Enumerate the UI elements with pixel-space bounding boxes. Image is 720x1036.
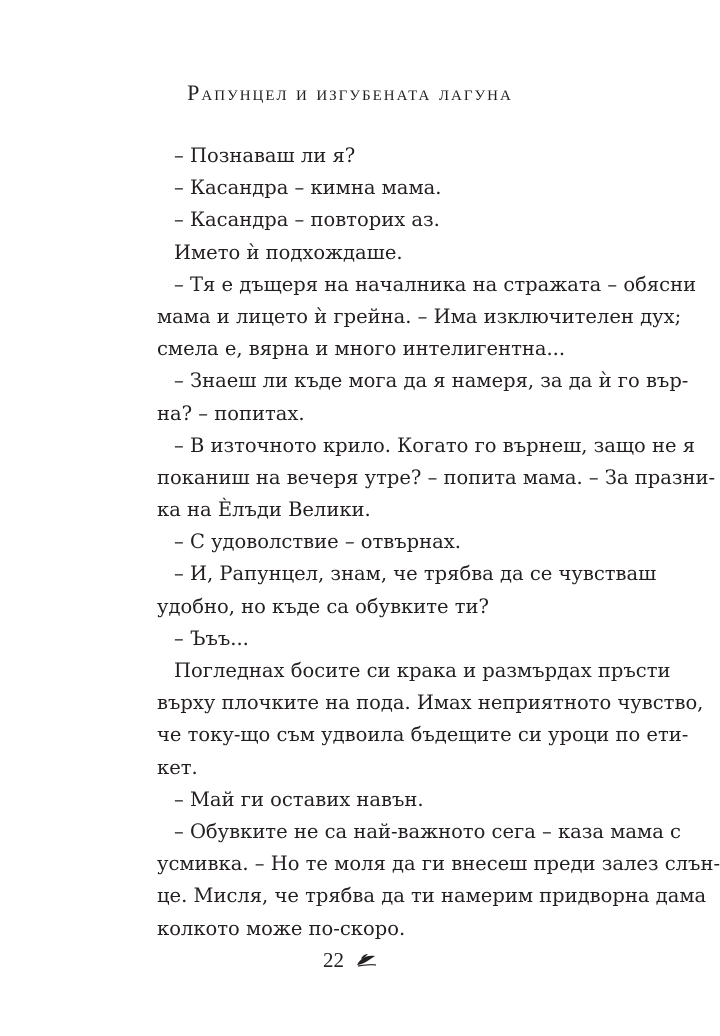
text-line: мама и лицето ѝ грейна. – Има изключителен дух; [157,304,682,328]
text-line: – Май ги оставих навън. [174,787,424,811]
text-line: це. Мисля, че трябва да ти намерим придворна дама [157,884,707,908]
text-line: – С удоволствие – отвърнах. [174,530,461,554]
leaf-ornament-icon [355,953,377,969]
page-footer [0,948,700,973]
text-line: – Знаеш ли къде мога да я намеря, за да ѝ го вър- [174,369,689,393]
running-head-title: Рапунцел и изгубената лагуна [187,80,513,105]
text-line: удобно, но къде са обувките ти? [157,594,489,618]
text-line: върху плочките на пода. Имах неприятното чувство, [157,691,704,715]
text-line: усмивка. – Но те моля да ги внесеш преди залез слън- [157,852,720,876]
text-line: смела е, вярна и много интелигентна... [157,337,566,361]
text-line: на? – попитах. [157,401,305,425]
body-text [157,140,720,945]
text-line: – Ъъъ... [174,626,249,650]
text-line: – И, Рапунцел, знам, че трябва да се чувстваш [174,562,657,586]
text-line: Погледнах босите си крака и размърдах пръсти [174,659,671,682]
text-line: – В източното крило. Когато го върнеш, защо не я [174,433,696,457]
text-line: кет. [157,755,198,779]
text-line: колкото може по-скоро. [157,916,406,940]
text-line: – Касандра – кимна мама. [174,176,442,200]
text-line: Името ѝ подхождаше. [174,240,403,264]
text-line: – Познаваш ли я? [174,144,356,167]
text-line: – Обувките не са най-важното сега – каза мама с [174,819,681,843]
text-line: че току-що съм удвоила бъдещите си уроци по ети- [157,723,689,747]
text-line: поканиш на вечеря утре? – попита мама. – За празни- [157,465,716,489]
text-line: ка на Ѐлъди Велики. [157,498,371,522]
text-line: – Касандра – повторих аз. [174,208,440,232]
page-number: 22 [322,948,344,972]
text-line: – Тя е дъщеря на началника на стражата – обясни [174,272,697,296]
